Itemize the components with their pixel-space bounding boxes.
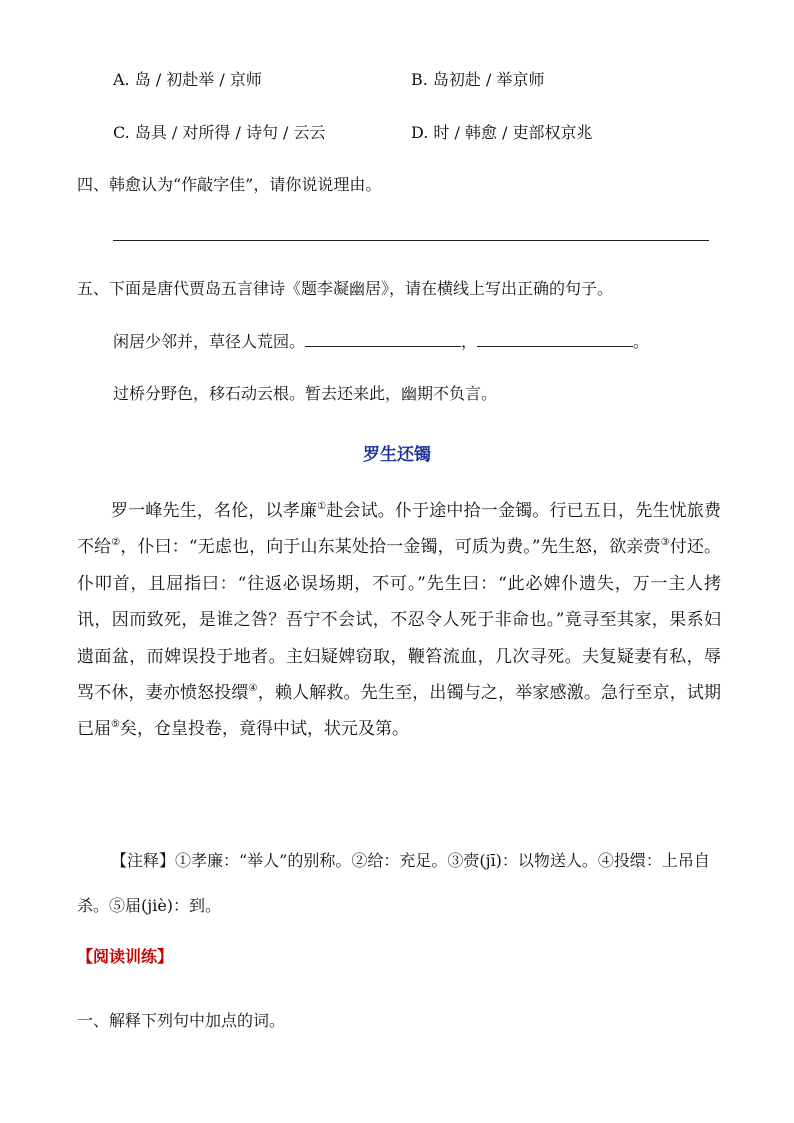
- poem-comma: ，: [461, 332, 478, 351]
- story-part-3: ，仆曰：“无虑也，向于山东某处拾一金镯，可质为费。”先生怒，欲亲赍: [120, 537, 661, 558]
- option-a: A. 岛 / 初赴举 / 京师: [113, 70, 262, 89]
- story-part-5: ，赖人解救。先生至，出镯与之，举家感激。急行至京，试期已届: [77, 683, 722, 740]
- annotation-notes: [77, 838, 721, 928]
- story-part-1: 罗一峰先生，名伦，以孝廉: [111, 501, 318, 521]
- option-c: C. 岛具 / 对所得 / 诗句 / 云云: [113, 123, 326, 142]
- option-b: B. 岛初赴 / 举京师: [411, 70, 545, 89]
- poem-line-1: [113, 329, 649, 352]
- option-d: D. 时 / 韩愈 / 吏部权京兆: [411, 123, 593, 142]
- answer-line[interactable]: [113, 240, 709, 241]
- poem-line-1-text: 闲居少邻并，草径人荒园。: [113, 332, 306, 351]
- note-ref-3: ③: [660, 537, 670, 549]
- story-text: [77, 493, 721, 748]
- poem-blank-2[interactable]: [477, 332, 633, 347]
- story-title: 罗生还镯: [363, 445, 431, 465]
- question-5: 五、下面是唐代贾岛五言律诗《题李凝幽居》，请在横线上写出正确的句子。: [77, 279, 614, 298]
- poem-period: 。: [633, 332, 650, 351]
- story-part-2: 赴会试。仆于途中拾一金镯。行已五日，先生忧旅费不给: [77, 501, 722, 558]
- note-ref-2: ②: [111, 537, 121, 549]
- poem-line-2: 过桥分野色，移石动云根。暂去还来此，幽期不负言。: [113, 384, 498, 403]
- story-part-6: 矣，仓皇投卷，竟得中试，状元及第。: [119, 719, 409, 740]
- poem-blank-1[interactable]: [305, 332, 461, 347]
- question-4: 四、韩愈认为“作敲字佳”，请你说说理由。: [77, 175, 382, 194]
- note-ref-1: ①: [317, 501, 327, 512]
- note-ref-5: ⑤: [111, 719, 120, 731]
- section-label: 【阅读训练】: [77, 947, 174, 966]
- story-part-4: 付还。仆叩首，且屈指曰：“往返必误场期，不可。”先生曰：“此必婢仆遗失，万一主人拷讯，因而致死，是谁之咎？吾宁不会试，不忍令人死于非命也。”竟寻至其家，果系妇遗面盆，而婢误投于地者。主妇疑婢窃取，鞭笞流血，几次寻死。夫复疑妻有私，辱骂不休，妻亦愤怒投缳: [77, 537, 722, 704]
- annotation-text: 【注释】①孝廉：“举人”的别称。②给：充足。③赍(jī)：以物送人。④投缳：上吊自杀。⑤届(jiè)：到。: [77, 851, 710, 915]
- question-1: 一、解释下列句中加点的词。: [77, 1011, 286, 1030]
- note-ref-4: ④: [248, 683, 258, 695]
